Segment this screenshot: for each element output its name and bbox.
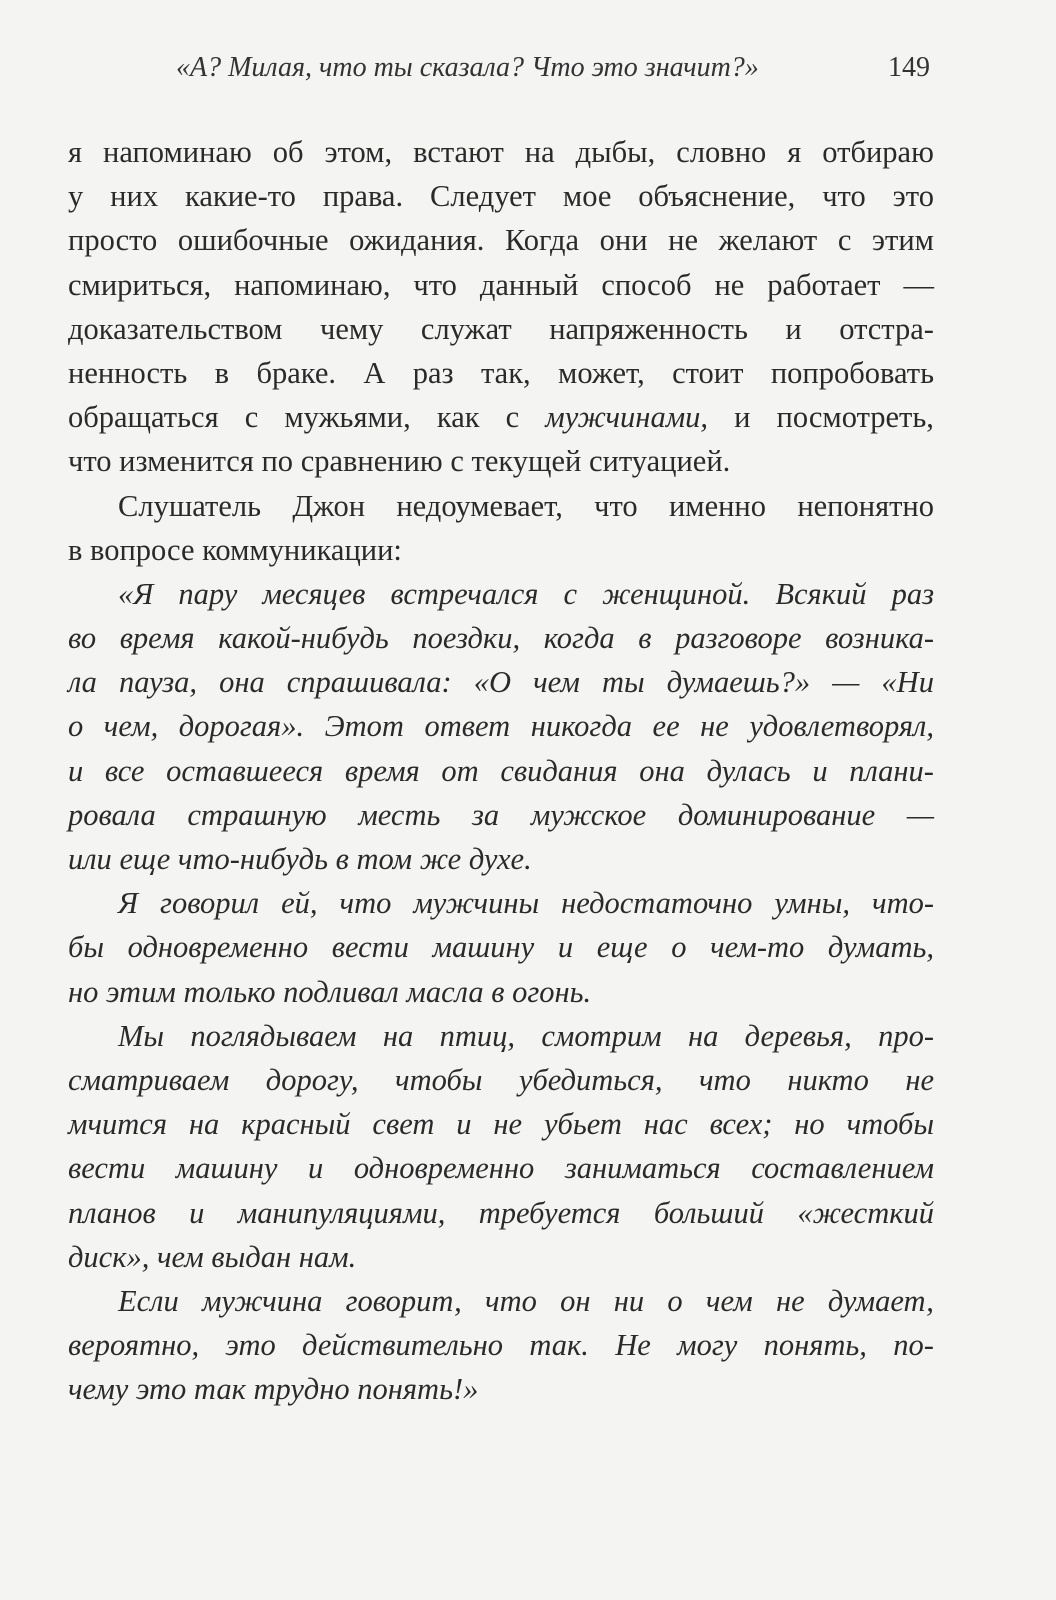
text-line: чему это так трудно понять!» xyxy=(68,1372,479,1407)
paragraph xyxy=(68,1279,934,1412)
text-line: мчится на красный свет и не убьет нас всех; но чтобы xyxy=(68,1107,934,1142)
body-text xyxy=(68,130,934,1411)
text-line: смириться, напоминаю, что данный способ не работает — xyxy=(68,267,934,302)
text-line: что изменится по сравнению с текущей ситуацией. xyxy=(68,444,731,479)
text-line: «Я пару месяцев встречался с женщиной. Всякий раз xyxy=(118,576,934,611)
text-line: я напоминаю об этом, встают на дыбы, словно я отбираю xyxy=(68,135,934,169)
paragraph xyxy=(68,881,934,1014)
text-line: или еще что-нибудь в том же духе. xyxy=(68,842,532,876)
text-line: вести машину и одновременно заниматься составлением xyxy=(68,1151,934,1186)
text-line: обращаться с мужьями, как с мужчинами, и посмотреть, xyxy=(68,400,934,435)
paragraph xyxy=(68,1014,934,1279)
text-line: Слушатель Джон недоумевает, что именно непонятно xyxy=(118,488,934,523)
text-line: диск», чем выдан нам. xyxy=(68,1239,357,1274)
running-title: «А? Милая, что ты сказала? Что это значит?» xyxy=(176,52,759,83)
text-line: доказательством чему служат напряженность и отстра- xyxy=(68,311,934,346)
text-line: о чем, дорогая». Этот ответ никогда ее не удовлетворял, xyxy=(68,709,934,744)
paragraph xyxy=(68,130,934,484)
text-line: бы одновременно вести машину и еще о чем-то думать, xyxy=(68,930,934,965)
text-line: сматриваем дорогу, чтобы убедиться, что никто не xyxy=(68,1062,934,1097)
text-line: Я говорил ей, что мужчины недостаточно умны, что- xyxy=(118,886,934,921)
text-line: но этим только подливал масла в огонь. xyxy=(68,974,592,1009)
text-line: Если мужчина говорит, что он ни о чем не думает, xyxy=(118,1283,934,1318)
text-line: и все оставшееся время от свидания она дулась и плани- xyxy=(68,753,934,788)
text-line: во время какой-нибудь поездки, когда в разговоре возника- xyxy=(68,621,934,656)
page-number: 149 xyxy=(888,52,930,83)
running-header xyxy=(68,50,934,90)
text-line: ненность в браке. А раз так, может, стоит попробовать xyxy=(68,355,934,390)
paragraph xyxy=(68,572,934,881)
paragraph xyxy=(68,484,934,572)
text-line: ла пауза, она спрашивала: «О чем ты думаешь?» — «Ни xyxy=(68,665,934,700)
text-line: у них какие-то права. Следует мое объяснение, что это xyxy=(68,179,934,214)
text-line: в вопросе коммуникации: xyxy=(68,532,402,567)
text-line: Мы поглядываем на птиц, смотрим на деревья, про- xyxy=(118,1018,934,1053)
text-line: вероятно, это действительно так. Не могу понять, по- xyxy=(68,1328,934,1363)
text-line: планов и манипуляциями, требуется больший «жесткий xyxy=(68,1195,934,1230)
text-line: просто ошибочные ожидания. Когда они не желают с этим xyxy=(68,223,934,258)
text-line: ровала страшную месть за мужское доминирование — xyxy=(68,797,934,832)
